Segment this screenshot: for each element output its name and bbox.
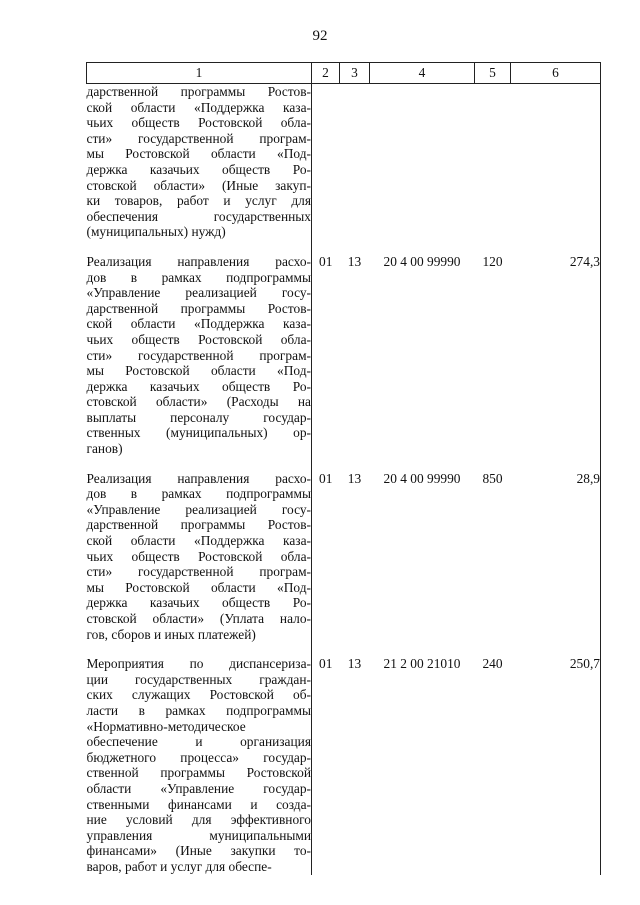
amount <box>511 84 601 254</box>
description-line: финансами» (Иные закупки то- <box>86 843 311 859</box>
description-line: чьих обществ Ростовской обла- <box>86 115 311 131</box>
description-line: дарственной программы Ростов- <box>86 300 311 316</box>
description-line: сти» государственной програм- <box>86 130 311 146</box>
row-description <box>87 84 312 254</box>
subsection-code <box>340 84 370 254</box>
subsection-code: 13 <box>347 656 362 672</box>
column-header: 1 <box>87 63 312 84</box>
amount: 28,9 <box>511 471 601 657</box>
description-line: чьих обществ Ростовской обла- <box>86 331 311 347</box>
description-line: держка казачьих обществ Ро- <box>86 595 311 611</box>
description-line: варов, работ и услуг для обеспе- <box>86 858 272 874</box>
description-line: (муниципальных) нужд) <box>86 224 226 240</box>
description-line: дов в рамках подпрограммы <box>86 486 311 502</box>
description-line: области «Управление государ- <box>86 780 311 796</box>
table-row <box>87 84 601 254</box>
description-line: Мероприятия по диспансериза- <box>86 656 311 672</box>
description-line: дарственной программы Ростов- <box>86 84 311 99</box>
target-item-code: 20 4 00 99990 <box>383 253 461 269</box>
section-code: 01 <box>319 470 333 486</box>
description-line: управления муниципальными <box>86 827 311 843</box>
description-line: мы Ростовской области «Под- <box>86 579 311 595</box>
description-line: держка казачьих обществ Ро- <box>86 378 311 394</box>
description-line: ние условий для эффективного <box>86 812 311 828</box>
description-line: ственных (муниципальных) ор- <box>86 425 311 441</box>
column-header: 3 <box>340 63 370 84</box>
description-line: ской области «Поддержка каза- <box>86 99 311 115</box>
row-description <box>87 471 312 657</box>
column-header: 6 <box>511 63 601 84</box>
target-item-code <box>370 84 475 254</box>
column-header: 4 <box>370 63 475 84</box>
expense-type-code: 120 <box>482 253 503 269</box>
description-line: гов, сборов и иных платежей) <box>86 626 256 642</box>
description-line: мы Ростовской области «Под- <box>86 146 311 162</box>
subsection-code: 13 <box>347 253 362 269</box>
description-line: ласти в рамках подпрограммы <box>86 702 311 718</box>
description-line: Реализация направления расхо- <box>86 253 311 269</box>
description-line: ственной программы Ростовской <box>86 765 311 781</box>
section-code <box>312 84 340 254</box>
table-header-row <box>87 63 601 84</box>
description-line: сти» государственной програм- <box>86 564 311 580</box>
table-row <box>87 471 601 657</box>
description-line: стовской области» (Иные закуп- <box>86 177 311 193</box>
column-header: 2 <box>312 63 340 84</box>
row-description <box>87 656 312 874</box>
description-line: выплаты персоналу государ- <box>86 409 311 425</box>
expense-type-code <box>475 84 511 254</box>
page-number: 92 <box>312 28 328 44</box>
description-line: дарственной программы Ростов- <box>86 517 311 533</box>
description-line: чьих обществ Ростовской обла- <box>86 548 311 564</box>
subsection-code: 13 <box>347 470 362 486</box>
description-line: ской области «Поддержка каза- <box>86 316 311 332</box>
description-line: мы Ростовской области «Под- <box>86 363 311 379</box>
description-line: «Нормативно-методическое <box>86 718 246 734</box>
target-item-code: 20 4 00 99990 <box>383 470 461 486</box>
description-line: ских служащих Ростовской об- <box>86 687 311 703</box>
expense-type-code: 240 <box>482 656 503 672</box>
description-line: обеспечение и организация <box>86 734 311 750</box>
description-line: ственными финансами и созда- <box>86 796 311 812</box>
amount: 250,7 <box>511 656 601 874</box>
amount: 274,3 <box>511 254 601 471</box>
description-line: ки товаров, работ и услуг для <box>86 193 311 209</box>
description-line: «Управление реализацией госу- <box>86 501 311 517</box>
section-code: 01 <box>319 656 333 672</box>
description-line: ганов) <box>86 441 123 457</box>
description-line: дов в рамках подпрограммы <box>86 269 311 285</box>
table-row <box>87 254 601 471</box>
description-line: обеспечения государственных <box>86 208 311 224</box>
target-item-code: 21 2 00 21010 <box>383 656 461 672</box>
description-line: стовской области» (Расходы на <box>86 394 311 410</box>
description-line: бюджетного процесса» государ- <box>86 749 311 765</box>
description-line: «Управление реализацией госу- <box>86 285 311 301</box>
description-line: стовской области» (Уплата нало- <box>86 611 311 626</box>
description-line: держка казачьих обществ Ро- <box>86 161 311 177</box>
row-description <box>87 254 312 471</box>
description-line: сти» государственной програм- <box>86 347 311 363</box>
description-line: ской области «Поддержка каза- <box>86 533 311 549</box>
budget-table <box>86 62 601 875</box>
table-row <box>87 656 601 874</box>
expense-type-code: 850 <box>482 470 503 486</box>
table-body <box>87 84 601 875</box>
description-line: ции государственных граждан- <box>86 671 311 687</box>
column-header: 5 <box>475 63 511 84</box>
description-line: Реализация направления расхо- <box>86 470 311 486</box>
section-code: 01 <box>319 253 333 269</box>
